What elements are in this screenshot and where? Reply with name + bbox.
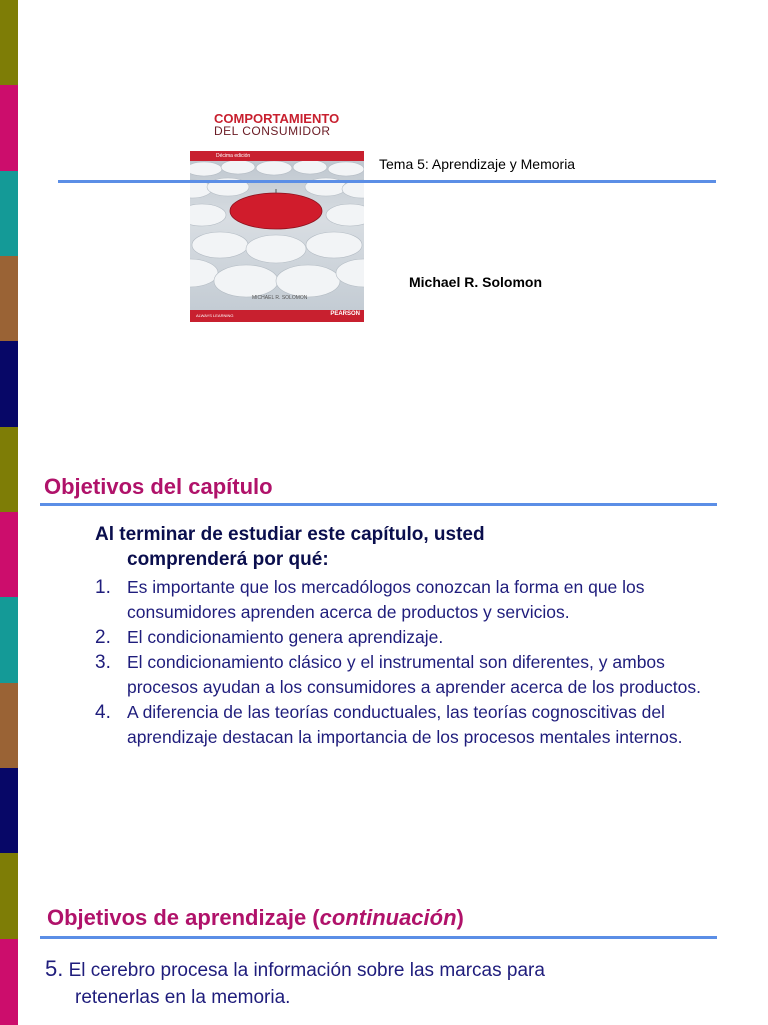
color-stripe: [0, 85, 18, 171]
item-line1: [45, 955, 685, 984]
item-text: Es importante que los mercadólogos conozcan la forma en que los consumidores aprenden acerca de productos y servicios.: [127, 577, 645, 622]
cover-title-line2: DEL CONSUMIDOR: [214, 124, 331, 138]
color-stripe: [0, 683, 18, 769]
color-stripe: [0, 768, 18, 854]
color-stripe: [0, 512, 18, 598]
item-number: 1.: [95, 577, 111, 598]
item-number: 5.: [45, 956, 64, 981]
list-item: [95, 575, 705, 625]
title-italic: continuación: [319, 905, 457, 930]
color-stripe: [0, 853, 18, 939]
item-line2: retenerlas en la memoria.: [75, 987, 291, 1008]
list-item: [95, 625, 705, 650]
red-umbrella: [230, 193, 322, 229]
slide2-title: Objetivos del capítulo: [44, 474, 273, 499]
cover-author: MICHAEL R. SOLOMON: [252, 295, 308, 301]
umbrellas-illustration: [190, 161, 364, 310]
slide3-title: [47, 905, 464, 931]
list-item: [95, 700, 705, 750]
color-stripe: [0, 427, 18, 513]
cover-title-band: [190, 97, 364, 151]
book-cover-image: [190, 97, 364, 322]
color-stripe: [0, 0, 18, 86]
slide1-author: Michael R. Solomon: [409, 274, 543, 290]
slide2-intro: [95, 522, 595, 572]
item-number: 4.: [95, 702, 111, 723]
item-number: 3.: [95, 652, 111, 673]
intro-line2: comprenderá por qué:: [127, 549, 329, 570]
cover-publisher: PEARSON: [330, 311, 360, 317]
umbrellas-photo: [190, 161, 364, 310]
list-item: [95, 650, 705, 700]
objectives-list: [95, 575, 705, 750]
slide1-rule: [58, 180, 716, 183]
color-stripe: [0, 171, 18, 257]
item-text: A diferencia de las teorías conductuales, las teorías cognoscitivas del aprendizaje destacan la importancia de los procesos mentales internos.: [127, 702, 683, 747]
item-text: El condicionamiento genera aprendizaje.: [127, 627, 444, 647]
title-suffix: ): [456, 905, 464, 930]
slide1-topic: Tema 5: Aprendizaje y Memoria: [379, 156, 576, 172]
title-prefix: Objetivos de aprendizaje (: [47, 905, 320, 930]
item-text: El condicionamiento clásico y el instrumental son diferentes, y ambos procesos ayudan a los consumidores a aprender acerca de los productos.: [127, 652, 701, 697]
item-text: El cerebro procesa la información sobre las marcas para: [63, 960, 545, 981]
cover-title-line1: COMPORTAMIENTO: [214, 111, 340, 126]
item-number: 2.: [95, 627, 111, 648]
slide2-rule: [40, 503, 717, 506]
color-stripe: [0, 341, 18, 427]
cover-edition: Décima edición: [216, 153, 251, 159]
list-item: [45, 955, 685, 1011]
intro-line1: Al terminar de estudiar este capítulo, usted: [95, 524, 485, 545]
color-stripe: [0, 939, 18, 1025]
cover-imprint: ALWAYS LEARNING: [196, 313, 234, 318]
slide3-rule: [40, 936, 717, 939]
color-stripe: [0, 256, 18, 342]
color-stripe: [0, 597, 18, 683]
